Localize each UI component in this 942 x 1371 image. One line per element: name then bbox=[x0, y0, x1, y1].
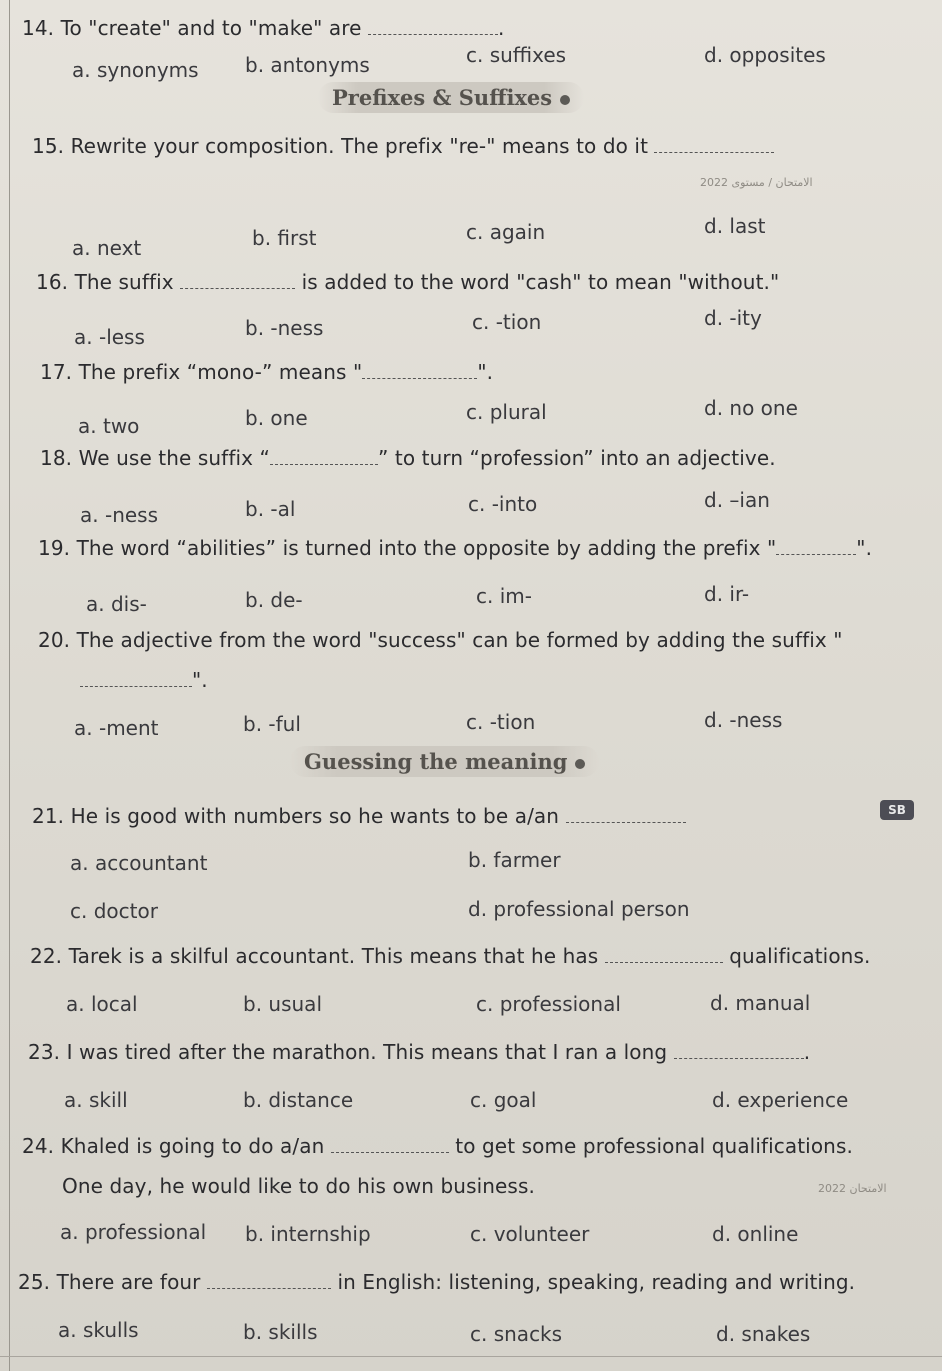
option-d[interactable]: d. -ness bbox=[704, 708, 783, 732]
question-17 bbox=[40, 360, 493, 384]
option-d[interactable]: d. opposites bbox=[704, 43, 826, 67]
question-text: The suffix bbox=[74, 270, 174, 294]
answer-blank[interactable] bbox=[776, 536, 856, 555]
answer-blank[interactable] bbox=[566, 804, 686, 823]
bullet-icon bbox=[560, 95, 570, 105]
question-text-end: ". bbox=[192, 668, 208, 692]
question-18 bbox=[40, 446, 776, 470]
option-c[interactable]: c. im- bbox=[476, 584, 532, 608]
option-c[interactable]: c. -into bbox=[468, 492, 538, 516]
option-c[interactable]: c. goal bbox=[470, 1088, 537, 1112]
question-text: To "create" and to "make" are bbox=[60, 16, 362, 40]
option-d[interactable]: d. professional person bbox=[468, 897, 690, 921]
question-22 bbox=[30, 944, 870, 968]
option-a[interactable]: a. professional bbox=[60, 1220, 207, 1244]
option-b[interactable]: b. -ful bbox=[243, 712, 301, 736]
question-text-end: . bbox=[803, 1040, 811, 1064]
answer-blank[interactable] bbox=[207, 1270, 331, 1289]
option-c[interactable]: c. snacks bbox=[470, 1322, 563, 1346]
option-a[interactable]: a. -less bbox=[74, 325, 145, 349]
question-number: 15. bbox=[32, 134, 65, 158]
question-24 bbox=[22, 1134, 853, 1158]
question-text: The adjective from the word "success" can be formed by adding the suffix " bbox=[76, 628, 843, 652]
bullet-icon bbox=[575, 759, 585, 769]
question-21 bbox=[32, 804, 686, 828]
answer-blank[interactable] bbox=[180, 270, 295, 289]
option-a[interactable]: a. two bbox=[78, 414, 140, 438]
question-text: He is good with numbers so he wants to be a/an bbox=[70, 804, 560, 828]
option-a[interactable]: a. local bbox=[66, 992, 138, 1016]
watermark-top: 2022 الامتحان / مستوى bbox=[700, 176, 813, 189]
question-number: 23. bbox=[28, 1040, 61, 1064]
question-23 bbox=[28, 1040, 810, 1064]
question-text-end: in English: listening, speaking, reading and writing. bbox=[337, 1270, 856, 1294]
option-d[interactable]: d. online bbox=[712, 1222, 799, 1246]
option-d[interactable]: d. ir- bbox=[704, 582, 750, 606]
option-b[interactable]: b. internship bbox=[245, 1222, 371, 1246]
sb-badge: SB bbox=[880, 800, 914, 820]
bottom-edge bbox=[0, 1356, 942, 1357]
question-text: I was tired after the marathon. This means that I ran a long bbox=[66, 1040, 668, 1064]
option-b[interactable]: b. -al bbox=[245, 497, 296, 521]
question-number: 14. bbox=[22, 16, 55, 40]
option-b[interactable]: b. antonyms bbox=[245, 53, 370, 77]
question-text: Tarek is a skilful accountant. This means that he has bbox=[68, 944, 599, 968]
option-a[interactable]: a. accountant bbox=[70, 851, 208, 875]
question-24-line2: One day, he would like to do his own business. bbox=[62, 1174, 535, 1198]
option-b[interactable]: b. de- bbox=[245, 588, 303, 612]
question-15 bbox=[32, 134, 774, 158]
section-heading-text: Prefixes & Suffixes bbox=[332, 85, 553, 110]
option-d[interactable]: d. manual bbox=[710, 991, 811, 1015]
option-a[interactable]: a. dis- bbox=[86, 592, 147, 616]
section-heading-guessing bbox=[290, 746, 599, 777]
answer-blank[interactable] bbox=[605, 944, 723, 963]
answer-blank[interactable] bbox=[654, 134, 774, 153]
section-heading-text: Guessing the meaning bbox=[304, 749, 568, 774]
question-text-end: ". bbox=[477, 360, 494, 384]
question-14 bbox=[22, 16, 505, 40]
option-b[interactable]: b. distance bbox=[243, 1088, 354, 1112]
question-20 bbox=[38, 628, 843, 652]
question-number: 17. bbox=[40, 360, 73, 384]
question-number: 16. bbox=[36, 270, 69, 294]
option-a[interactable]: a. skill bbox=[64, 1088, 128, 1112]
option-a[interactable]: a. -ment bbox=[74, 716, 159, 740]
option-b[interactable]: b. first bbox=[252, 226, 317, 250]
question-text: Khaled is going to do a/an bbox=[60, 1134, 325, 1158]
question-number: 25. bbox=[18, 1270, 51, 1294]
question-number: 18. bbox=[40, 446, 73, 470]
margin-line bbox=[9, 0, 10, 1371]
answer-blank[interactable] bbox=[368, 16, 498, 35]
option-c[interactable]: c. suffixes bbox=[466, 43, 567, 67]
question-text-end: to get some professional qualifications. bbox=[455, 1134, 853, 1158]
question-25 bbox=[18, 1270, 855, 1294]
answer-blank[interactable] bbox=[80, 668, 192, 687]
question-text-end: is added to the word "cash" to mean "without." bbox=[301, 270, 780, 294]
option-c[interactable]: c. -tion bbox=[472, 310, 542, 334]
question-number: 21. bbox=[32, 804, 65, 828]
question-text: There are four bbox=[56, 1270, 201, 1294]
question-text: Rewrite your composition. The prefix "re-" means to do it bbox=[70, 134, 649, 158]
question-text-end: ". bbox=[856, 536, 873, 560]
option-b[interactable]: b. -ness bbox=[245, 316, 324, 340]
question-number: 19. bbox=[38, 536, 71, 560]
option-d[interactable]: d. experience bbox=[712, 1088, 849, 1112]
question-number: 20. bbox=[38, 628, 71, 652]
answer-blank[interactable] bbox=[362, 360, 477, 379]
option-d[interactable]: d. no one bbox=[704, 396, 798, 420]
answer-blank[interactable] bbox=[674, 1040, 804, 1059]
option-c[interactable]: c. doctor bbox=[70, 899, 158, 923]
option-c[interactable]: c. again bbox=[466, 220, 546, 244]
section-heading-prefixes bbox=[318, 82, 584, 113]
option-a[interactable]: a. -ness bbox=[80, 503, 159, 527]
option-b[interactable]: b. farmer bbox=[468, 848, 561, 872]
question-text-end: ” to turn “profession” into an adjective. bbox=[377, 446, 776, 470]
option-d[interactable]: d. last bbox=[704, 214, 766, 238]
option-a[interactable]: a. skulls bbox=[58, 1318, 139, 1342]
question-text: The prefix “mono-” means " bbox=[78, 360, 363, 384]
question-number: 22. bbox=[30, 944, 63, 968]
answer-blank[interactable] bbox=[331, 1134, 449, 1153]
question-19 bbox=[38, 536, 872, 560]
option-b[interactable]: b. skills bbox=[243, 1320, 318, 1344]
option-c[interactable]: c. professional bbox=[476, 992, 621, 1016]
question-text-end: . bbox=[498, 16, 505, 40]
option-b[interactable]: b. usual bbox=[243, 992, 322, 1016]
option-a[interactable]: a. next bbox=[72, 236, 142, 260]
question-16 bbox=[36, 270, 779, 294]
option-d[interactable]: d. -ity bbox=[704, 306, 762, 330]
option-b[interactable]: b. one bbox=[245, 406, 308, 430]
option-d[interactable]: d. snakes bbox=[716, 1322, 811, 1346]
question-number: 24. bbox=[22, 1134, 55, 1158]
option-d[interactable]: d. –ian bbox=[704, 488, 770, 512]
question-text-end: qualifications. bbox=[729, 944, 871, 968]
option-c[interactable]: c. plural bbox=[466, 400, 547, 424]
question-text: We use the suffix “ bbox=[78, 446, 270, 470]
option-a[interactable]: a. synonyms bbox=[72, 58, 199, 82]
answer-blank[interactable] bbox=[270, 446, 378, 465]
watermark-bottom: 2022 الامتحان bbox=[818, 1182, 887, 1195]
question-text: The word “abilities” is turned into the opposite by adding the prefix " bbox=[76, 536, 777, 560]
option-c[interactable]: c. -tion bbox=[466, 710, 536, 734]
option-c[interactable]: c. volunteer bbox=[470, 1222, 590, 1246]
question-20-line2 bbox=[80, 668, 208, 692]
